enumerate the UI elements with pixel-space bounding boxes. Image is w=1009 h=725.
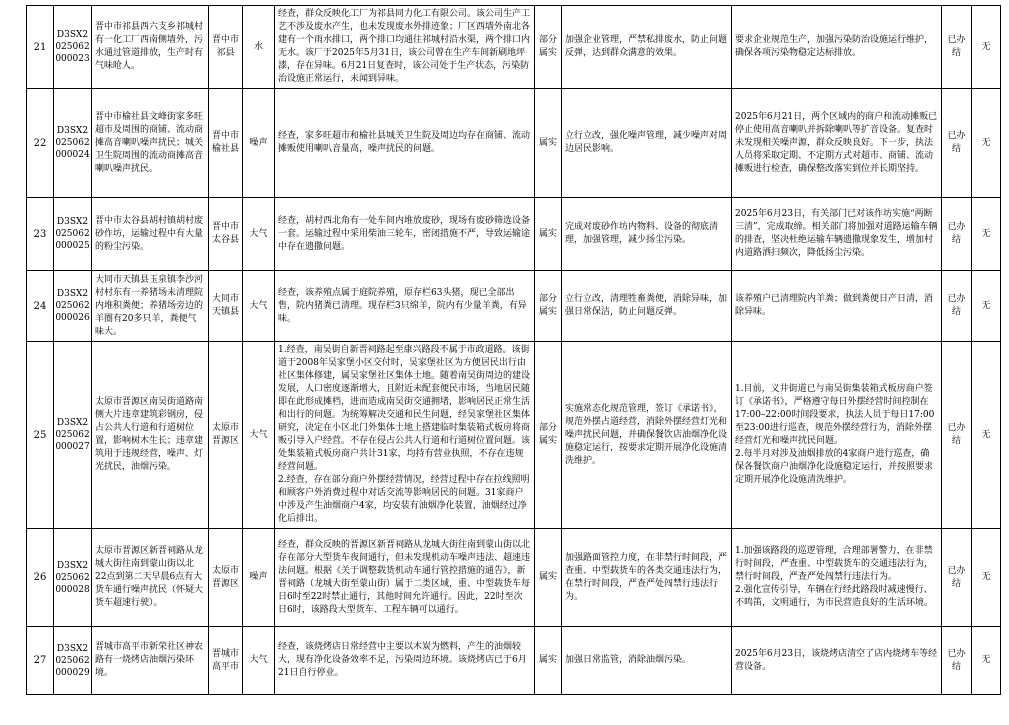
district: 晋中市太谷县 [209, 198, 243, 271]
case-code: D3SX2025062000026 [54, 271, 92, 342]
table-row [27, 271, 1001, 342]
row-number: 26 [27, 529, 54, 627]
rectification-measures: 实施常态化规范管理，签订《承诺书》，规范外摆占道经营，消除外摆经营灯光和噪声扰民问题，并确保餐饮店油烟净化设施稳定运行，按要求定期开展净化设施清洗维护。 [562, 342, 732, 529]
table-row [27, 627, 1001, 695]
row-number: 27 [27, 627, 54, 695]
issue-description: 晋城市高平市新荣社区神农路有一烧烤店油烟污染环境。 [92, 627, 209, 695]
table-row [27, 89, 1001, 198]
verdict: 属实 [535, 627, 562, 695]
issue-description: 晋中市榆社县文峰街家多旺超市及周围的商铺、流动商摊高音喇叭噪声扰民；城关卫生院周围的流动商摊高音喇叭噪声扰民。 [92, 89, 209, 198]
district: 晋中市榆社县 [209, 89, 243, 198]
case-status: 已办结 [942, 198, 972, 271]
pollution-type: 大气 [243, 627, 275, 695]
case-code: D3SX2025062000027 [54, 342, 92, 529]
rectification-result: 2025年6月23日，该烧烤店清空了店内烧烤车等经营设备。 [732, 627, 942, 695]
rectification-result: 该养殖户已清理院内羊粪；做到粪便日产日清，消除异味。 [732, 271, 942, 342]
rectification-measures: 立行立改，强化噪声管理，减少噪声对周边居民影响。 [562, 89, 732, 198]
row-number: 24 [27, 271, 54, 342]
accountability: 无 [972, 627, 1001, 695]
case-code: D3SX2025062000024 [54, 89, 92, 198]
rectification-measures: 加强企业管理，严禁私排废水，防止问题反弹，达到群众满意的效果。 [562, 6, 732, 89]
table-row [27, 6, 1001, 89]
complaint-table [26, 5, 1001, 695]
verdict: 属实 [535, 198, 562, 271]
issue-description: 太原市晋源区南吴街道路南侧大片违章建筑彩钢房，侵占公共人行道和行道树位置，影响树木生长；违章建筑用于违规经营，噪声、灯光扰民，油烟污染。 [92, 342, 209, 529]
investigation-findings: 经查，群众反映化工厂为祁县同力化工有限公司。该公司生产工艺不涉及废水产生，也未发现废水外排迹象；厂区西墙外南北各建有一个雨水排口，两个排口均通往祁城村沿水渠，两个排口内无水。该厂于2025年5月31日，该公司曾在生产车间新刷地坪漆，存在异味。6月21日复查时，该公司处于生产状态，污染防治设施正常运行，未闻到异味。 [275, 6, 535, 89]
rectification-result: 2025年6月23日，有关部门已对该作坊实施“两断三清”，完成取缔。相关部门将加强对道路运输车辆的排查，坚决杜绝运输车辆遗撒现象发生，增加村内道路洒扫频次，降低扬尘污染。 [732, 198, 942, 271]
pollution-type: 噪声 [243, 529, 275, 627]
table-row [27, 529, 1001, 627]
row-number: 22 [27, 89, 54, 198]
issue-description: 晋中市太谷县胡村镇胡村废砂作坊，运输过程中有大量的粉尘污染。 [92, 198, 209, 271]
accountability: 无 [972, 529, 1001, 627]
case-code: D3SX2025062000023 [54, 6, 92, 89]
table-row [27, 198, 1001, 271]
investigation-findings: 经查，该养殖点属于庭院养殖，原存栏63头猪，现已全部出售，院内猪粪已清理。现存栏3只绵羊，院内有少量羊粪，有异味。 [275, 271, 535, 342]
case-status: 已办结 [942, 89, 972, 198]
row-number: 25 [27, 342, 54, 529]
case-status: 已办结 [942, 6, 972, 89]
pollution-type: 水 [243, 6, 275, 89]
table-row [27, 342, 1001, 529]
investigation-findings: 经查，胡村西北角有一处车间内堆放废砂，现场有废砂筛选设备一套。运输过程中采用柴油三轮车，密闭措施不严，导致运输途中存在遗撒问题。 [275, 198, 535, 271]
pollution-type: 噪声 [243, 89, 275, 198]
case-code: D3SX2025062000025 [54, 198, 92, 271]
district: 晋城市高平市 [209, 627, 243, 695]
pollution-type: 大气 [243, 342, 275, 529]
case-status: 已办结 [942, 529, 972, 627]
rectification-measures: 加强路面管控力度，在非禁行时间段，严查重、中型载货车的各类交通违法行为，在禁行时间段，严查严处闯禁行违法行为。 [562, 529, 732, 627]
verdict: 部分属实 [535, 271, 562, 342]
issue-description: 晋中市祁县西六支乡祁城村有一化工厂西南侧墙外，污水通过管道排放，生产时有气味呛人。 [92, 6, 209, 89]
investigation-findings: 1.经查，南吴街自新晋祠路起至康兴路段不属于市政道路。该街道于2008年吴家堡小区交付时，吴家堡社区为方便居民出行由社区集体修建，属吴家堡社区集体土地。随着南吴街周边的建设发展，人口密度逐渐增大，且附近未配套便民市场，当地居民随即在此形成摊档，进而造成南吴街交通拥堵，影响居民正常生活和出行的问题。为统筹解决交通和民生问题，经吴家堡社区集体研究，决定在小区北门外集体土地上搭建临时集装箱式板房将商贩引导入户经营。不存在侵占公共人行道和行道树位置问题。该处集装箱式板房商户共计31家，均持有营业执照，不存在违规经营问题。 2.经查，存在部分商户外摆经营情况，经营过程中存在拉线照明和顾客户外消费过程中对话交流等影响居民的问题。31家商户中涉及产生油烟商户4家，均安装有油烟净化装置，油烟经过净化后排出。 [275, 342, 535, 529]
accountability: 无 [972, 271, 1001, 342]
rectification-measures: 完成对废砂作坊内物料、设备的彻底清理，加强管理，减少扬尘污染。 [562, 198, 732, 271]
rectification-measures: 加强日常监管，消除油烟污染。 [562, 627, 732, 695]
verdict: 部分属实 [535, 6, 562, 89]
case-code: D3SX2025062000029 [54, 627, 92, 695]
district: 大同市天镇县 [209, 271, 243, 342]
rectification-result: 1.加强该路段的巡逻管理，合理部署警力，在非禁行时间段，严查重、中型载货车的交通违法行为，禁行时间段，严查严处闯禁行违法行为。 2.强化宣传引导，车辆在行经此路段时减速慢行、不鸣笛，文明通行，为市民营造良好的生活环境。 [732, 529, 942, 627]
case-status: 已办结 [942, 271, 972, 342]
issue-description: 太原市晋源区新晋祠路从龙城大街往南到蒙山街以北22点到第二天早晨6点有大货车通行噪声扰民（怀疑大货车超速行驶）。 [92, 529, 209, 627]
rectification-measures: 立行立改，清理牲畜粪便，消除异味，加强日常保洁，防止问题反弹。 [562, 271, 732, 342]
accountability: 无 [972, 198, 1001, 271]
accountability: 无 [972, 89, 1001, 198]
district: 太原市晋源区 [209, 342, 243, 529]
investigation-findings: 经查，该烧烤店日常经营中主要以木炭为燃料，产生的油烟较大，现有净化设备效率不足，污染周边环境。该烧烤店已于6月21日自行停业。 [275, 627, 535, 695]
verdict: 部分属实 [535, 342, 562, 529]
verdict: 属实 [535, 529, 562, 627]
investigation-findings: 经查，群众反映的晋源区新晋祠路从龙城大街往南到蒙山街以北存在部分大型货车夜间通行，但未发现机动车噪声违法、超速违法问题。根据《关于调整载货机动车通行管控措施的通告》，新晋祠路（龙城大街至蒙山街）属于二类区域，重、中型载货车每日6时至22时禁止通行，其他时间允许通行。因此，22时至次日6时，该路段大型货车、工程车辆可以通行。 [275, 529, 535, 627]
case-code: D3SX2025062000028 [54, 529, 92, 627]
row-number: 23 [27, 198, 54, 271]
investigation-findings: 经查，家多旺超市和榆社县城关卫生院及周边均存在商铺、流动摊贩使用喇叭音量高，噪声扰民的问题。 [275, 89, 535, 198]
case-status: 已办结 [942, 627, 972, 695]
row-number: 21 [27, 6, 54, 89]
rectification-result: 1.目前，义井街道已与南吴街集装箱式板房商户签订《承诺书》，严格遵守每日外摆经营时间控制在17:00–22:00时间段要求，执法人员于每日17:00至23:00进行巡查，规范外摆经营行为，消除外摆经营灯光和噪声扰民问题。 2.每半月对涉及油烟排放的4家商户进行巡查，确保各餐饮商户油烟净化设施稳定运行，并按照要求定期开展净化设施清洗维护。 [732, 342, 942, 529]
rectification-result: 要求企业规范生产，加强污染防治设施运行维护，确保各项污染物稳定达标排放。 [732, 6, 942, 89]
case-status: 已办结 [942, 342, 972, 529]
rectification-result: 2025年6月21日，两个区域内的商户和流动摊贩已停止使用高音喇叭并拆除喇叭等扩音设备。复查时未发现相关噪声源，群众反映良好。下一步，执法人员将采取定期、不定期方式对超市、商铺、流动摊贩进行检查，确保整改落实到位并长期坚持。 [732, 89, 942, 198]
pollution-type: 大气 [243, 271, 275, 342]
accountability: 无 [972, 6, 1001, 89]
verdict: 属实 [535, 89, 562, 198]
district: 太原市晋源区 [209, 529, 243, 627]
district: 晋中市祁县 [209, 6, 243, 89]
pollution-type: 大气 [243, 198, 275, 271]
accountability: 无 [972, 342, 1001, 529]
issue-description: 大同市天镇县玉泉镇李沙河村村东有一养猪场未清理院内堆积粪便；养猪场旁边的羊圈有20多只羊，粪便气味大。 [92, 271, 209, 342]
